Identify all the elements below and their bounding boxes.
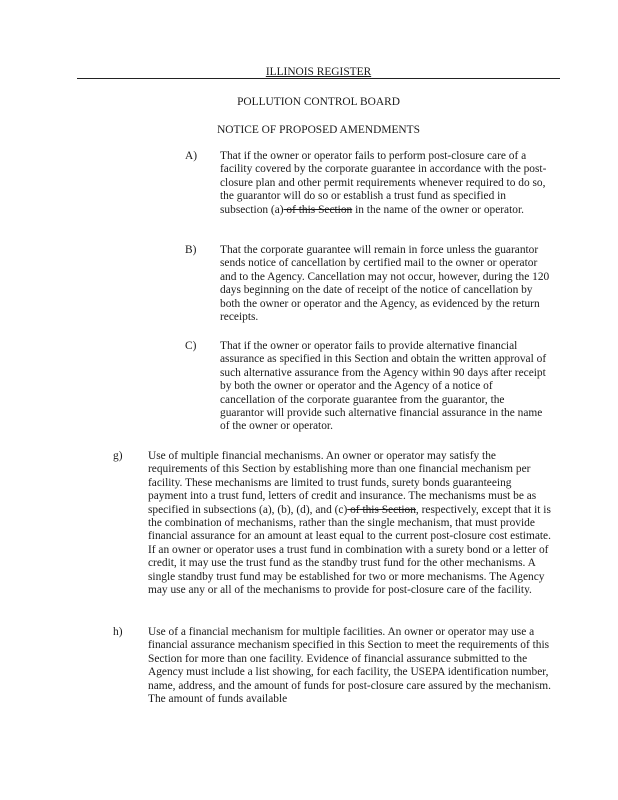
struck-text: of this Section <box>347 503 416 516</box>
paragraph-text: Use of a financial mechanism for multiple facilities. An owner or operator may use a financial assurance mechanism specified in this Section to meet the requirements of this Section for more than one facility. Evidence of financial assurance submitted to the Agency must include a list showing, for each facility, the USEPA identification number, name, address, and the amount of funds for post-closure care assured by the mechanism. The amount of funds available <box>148 626 551 706</box>
struck-text: of this Section <box>283 203 353 216</box>
subsection-text: That the corporate guarantee will remain in force unless the guarantor sends notice of cancellation by certified mail to the owner or operator and to the Agency. Cancellation may not occur, however, during the 120 days beginning on the date of receipt of the notice of cancellation by both the owner or operator and the Agency, as evidenced by the return receipts. <box>220 244 550 324</box>
board-title: POLLUTION CONTROL BOARD <box>237 96 400 108</box>
subsection-text: That if the owner or operator fails to provide alternative financial assurance as specified in this Section and obtain the written approval of such alternative assurance from the Agency within 90 days after receipt by both the owner or operator and the Agency of a notice of cancellation of the corporate guarantee from the guarantor, the guarantor will provide such alternative financial assurance in the name of the owner or operator. <box>220 340 547 433</box>
text-run: That if the owner or operator fails to perform post-closure care of a facility covered by the corporate guarantee in accordance with the post-closure plan and other permit requirements whenever required to do so, the guarantor will do so or establish a trust fund as specified in subsection (a) <box>220 150 547 216</box>
text-run: Use of multiple financial mechanisms. An owner or operator may satisfy the requirements of this Section by establishing more than one financial mechanism per facility. These mechanisms are limited to trust funds, surety bonds guaranteeing payment into a trust fund, letters of credit and insurance. The mechanisms must be as specified in subsections (a), (b), (d), and (c) <box>148 450 537 516</box>
text-run: in the name of the owner or operator. <box>352 203 524 216</box>
subsection-text <box>220 150 550 217</box>
register-title: ILLINOIS REGISTER <box>265 66 372 78</box>
paragraph-text <box>148 450 552 597</box>
subsection-label: C) <box>185 340 197 352</box>
paragraph-label: g) <box>113 450 123 462</box>
paragraph-label: h) <box>113 626 123 638</box>
notice-title: NOTICE OF PROPOSED AMENDMENTS <box>217 124 420 136</box>
text-run: , respectively, except that it is the combination of mechanisms, rather than the single mechanism, that must provide financial assurance for an amount at least equal to the current post-closure cost estimate. If an owner or operator uses a trust fund in combination with a surety bond or a letter of credit, it may use the trust fund as the standby trust fund for the other mechanisms. A single standby trust fund may be established for two or more mechanisms. The Agency may use any or all of the mechanisms to provide for post-closure care of the facility. <box>148 503 551 597</box>
subsection-label: B) <box>185 244 197 256</box>
subsection-label: A) <box>185 150 198 162</box>
